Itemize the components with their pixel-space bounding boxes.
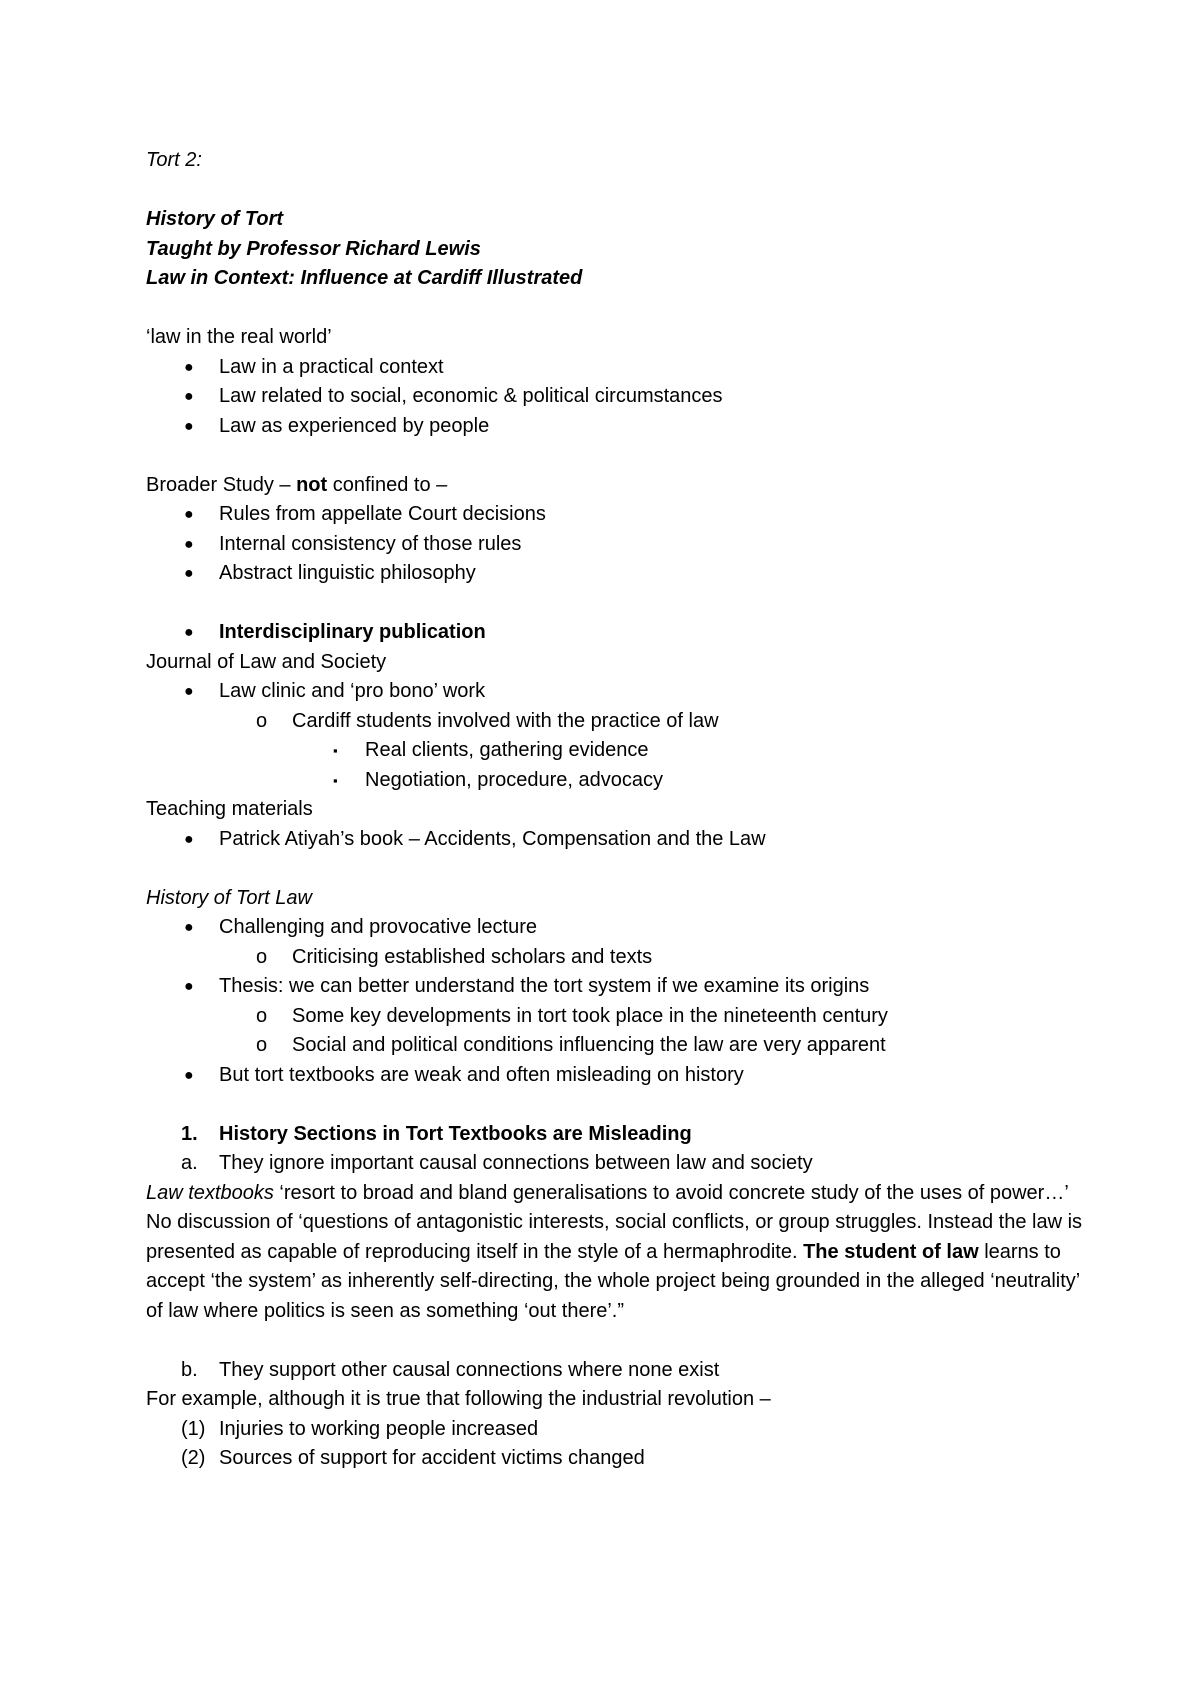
list-item: ● Law as experienced by people [146,412,1086,442]
document-title: Tort 2: [146,149,202,171]
list-item: ● Law related to social, economic & political circumstances [146,382,1086,412]
circle-bullet-icon: o [256,945,268,968]
heading-history-of-tort: History of Tort [146,208,284,230]
bullet-icon: ● [184,978,194,995]
list-item: ▪ Real clients, gathering evidence [146,736,1086,766]
list-item: ● Abstract linguistic philosophy [146,559,1086,589]
heading-history-of-tort-law: History of Tort Law [146,886,312,909]
list-item: ● Interdisciplinary publication [146,618,1086,648]
list-item: ▪ Negotiation, procedure, advocacy [146,766,1086,796]
subsection-a: a. They ignore important causal connections between law and society [181,1152,813,1174]
list-item: ● Internal consistency of those rules [146,530,1086,560]
bullet-icon: ● [184,506,194,523]
list-item: o Criticising established scholars and texts [146,943,1086,973]
circle-bullet-icon: o [256,1034,268,1056]
subsection-b: b. They support other causal connections where none exist [181,1358,720,1381]
square-bullet-icon: ▪ [333,743,338,758]
bullet-icon: ● [184,919,194,936]
square-bullet-icon: ▪ [333,772,338,788]
bullet-icon: ● [184,830,194,848]
section-heading: 1. History Sections in Tort Textbooks are Misleading [181,1122,692,1145]
list-item: (2) Sources of support for accident victims changed [181,1447,645,1469]
journal-line: Journal of Law and Society [146,650,387,673]
document-page [146,146,1086,1474]
circle-bullet-icon: o [256,709,268,732]
bullet-icon: ● [184,1066,194,1084]
broader-study-intro: Broader Study – not confined to – [146,473,448,496]
quote-paragraph: Law textbooks ‘resort to broad and bland generalisations to avoid concrete study of the uses of power…’ [146,1181,1069,1204]
list-item: ● Law clinic and ‘pro bono’ work [146,677,1086,707]
list-item: ● Rules from appellate Court decisions [146,500,1086,530]
real-world-intro: ‘law in the real world’ [146,326,332,348]
list-item: ● Challenging and provocative lecture [146,913,1086,943]
heading-taught-by: Taught by Professor Richard Lewis [146,237,481,260]
list-item: ● Law in a practical context [146,353,1086,383]
bullet-icon: ● [184,683,194,700]
bullet-icon: ● [184,535,194,553]
list-item: ● But tort textbooks are weak and often misleading on history [146,1061,1086,1091]
bullet-icon: ● [184,565,194,582]
bullet-icon: ● [184,624,194,641]
teaching-materials-line: Teaching materials [146,798,313,820]
discussion-paragraph: No discussion of ‘questions of antagonistic interests, social conflicts, or group struggles. Instead the law is presented as capable of reproducing itself in the style of a hermaphrodite. The student of law learns to accept ‘the system’ as inherently self-directing, the whole project being grounded in the alleged ‘neutrality’ of law where politics is seen as something ‘out there’.” [146,1211,1083,1322]
list-item: o Social and political conditions influencing the law are very apparent [146,1031,1086,1061]
bullet-icon: ● [184,388,194,405]
circle-bullet-icon: o [256,1004,268,1027]
bullet-icon: ● [184,358,194,376]
bullet-icon: ● [184,417,194,435]
example-line: For example, although it is true that following the industrial revolution – [146,1388,771,1410]
heading-law-in-context: Law in Context: Influence at Cardiff Illustrated [146,267,583,289]
list-item: o Some key developments in tort took place in the nineteenth century [146,1002,1086,1032]
list-item: (1) Injuries to working people increased [181,1417,539,1440]
list-item: ● Thesis: we can better understand the tort system if we examine its origins [146,972,1086,1002]
list-item: o Cardiff students involved with the practice of law [146,707,1086,737]
list-item: ● Patrick Atiyah’s book – Accidents, Compensation and the Law [146,825,1086,855]
